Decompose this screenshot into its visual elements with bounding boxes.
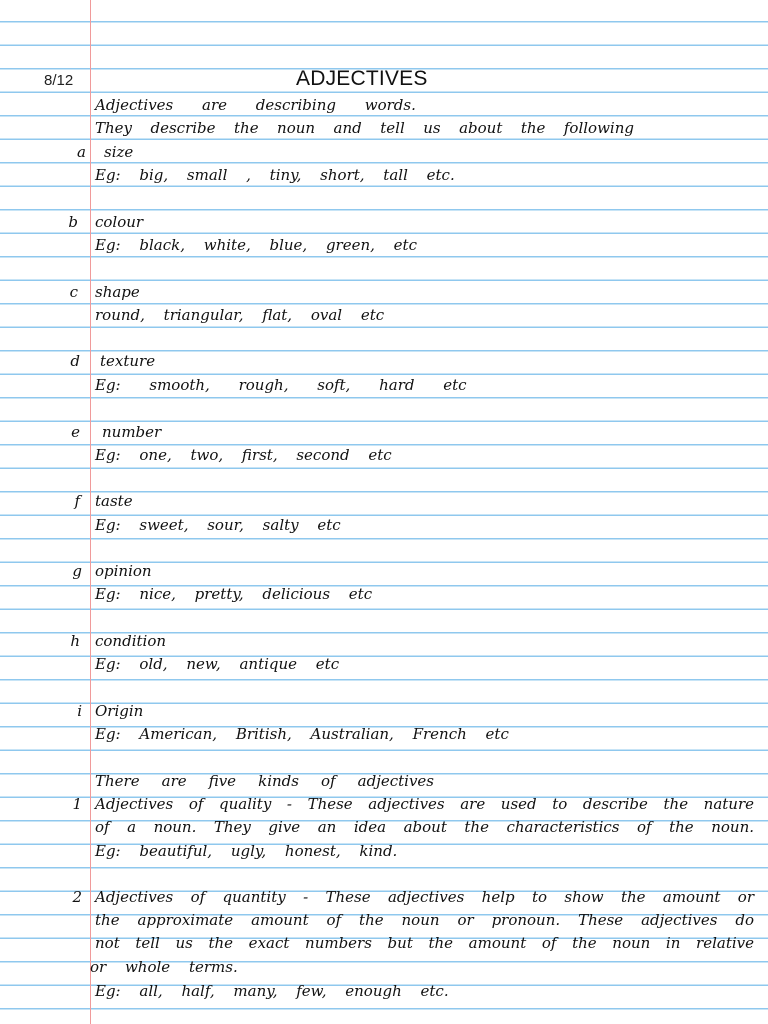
kind-example: Eg: all, half, many, few, enough etc.: [95, 982, 449, 1000]
category-name: number: [102, 423, 162, 441]
category-marker: a: [77, 143, 86, 161]
example-row: [0, 304, 768, 327]
kind-line: [0, 816, 768, 839]
category-name: colour: [95, 213, 144, 231]
category-marker: b: [68, 213, 78, 231]
category-row: [0, 700, 768, 723]
category-row: [0, 281, 768, 304]
kind-line: [0, 886, 768, 909]
category-row: [0, 211, 768, 234]
category-example: Eg: nice, pretty, delicious etc: [95, 585, 373, 603]
category-marker: d: [70, 352, 80, 370]
category-row: [0, 630, 768, 653]
kinds-intro-line: [0, 770, 768, 793]
page-number: 8/12: [44, 72, 74, 89]
kind-text: of a noun. They give an idea about the characteristics of the noun.: [95, 818, 754, 836]
kind-text: not tell us the exact numbers but the amount of the noun in relative: [95, 934, 754, 952]
category-marker: h: [70, 632, 80, 650]
category-example: Eg: American, British, Australian, French etc: [95, 725, 509, 743]
kind-line: [0, 909, 768, 932]
kind-line: [0, 840, 768, 863]
category-name: size: [104, 143, 134, 161]
page-title: ADJECTIVES: [296, 67, 428, 90]
category-row: [0, 490, 768, 513]
example-row: [0, 514, 768, 537]
kind-line: [0, 932, 768, 955]
example-row: [0, 374, 768, 397]
example-row: [0, 723, 768, 746]
example-row: [0, 234, 768, 257]
category-name: texture: [100, 352, 156, 370]
kind-number: 2: [72, 888, 82, 906]
category-example: Eg: smooth, rough, soft, hard etc: [95, 376, 467, 394]
intro-line: [0, 117, 768, 140]
kind-text: Adjectives of quality - These adjectives are used to describe the nature: [95, 795, 754, 813]
kind-line: [0, 956, 768, 979]
kind-line: [0, 793, 768, 816]
kind-line: [0, 980, 768, 1003]
category-marker: f: [74, 492, 80, 510]
category-marker: c: [69, 283, 78, 301]
category-row: [0, 560, 768, 583]
intro-text: They describe the noun and tell us about the following: [95, 119, 634, 137]
category-example: Eg: big, small , tiny, short, tall etc.: [95, 166, 455, 184]
kind-text: the approximate amount of the noun or pronoun. These adjectives do: [95, 911, 754, 929]
intro-text: Adjectives are describing words.: [95, 96, 416, 114]
category-marker: e: [71, 423, 80, 441]
kind-example: Eg: beautiful, ugly, honest, kind.: [95, 842, 398, 860]
category-row: [0, 421, 768, 444]
category-marker: g: [72, 562, 82, 580]
category-name: condition: [95, 632, 167, 650]
category-marker: i: [77, 702, 82, 720]
category-example: Eg: black, white, blue, green, etc: [95, 236, 417, 254]
category-row: [0, 141, 768, 164]
kind-text: or whole terms.: [90, 958, 238, 976]
category-example: Eg: sweet, sour, salty etc: [95, 516, 341, 534]
kind-text: Adjectives of quantity - These adjectives help to show the amount or: [95, 888, 754, 906]
example-row: [0, 164, 768, 187]
kinds-intro-text: There are five kinds of adjectives: [95, 772, 434, 790]
category-name: opinion: [95, 562, 152, 580]
category-example: Eg: one, two, first, second etc: [95, 446, 392, 464]
intro-line: [0, 94, 768, 117]
category-name: Origin: [95, 702, 144, 720]
category-example: round, triangular, flat, oval etc: [95, 306, 385, 324]
category-name: taste: [95, 492, 133, 510]
example-row: [0, 653, 768, 676]
example-row: [0, 444, 768, 467]
category-example: Eg: old, new, antique etc: [95, 655, 340, 673]
example-row: [0, 583, 768, 606]
category-row: [0, 350, 768, 373]
category-name: shape: [95, 283, 140, 301]
kind-number: 1: [72, 795, 82, 813]
